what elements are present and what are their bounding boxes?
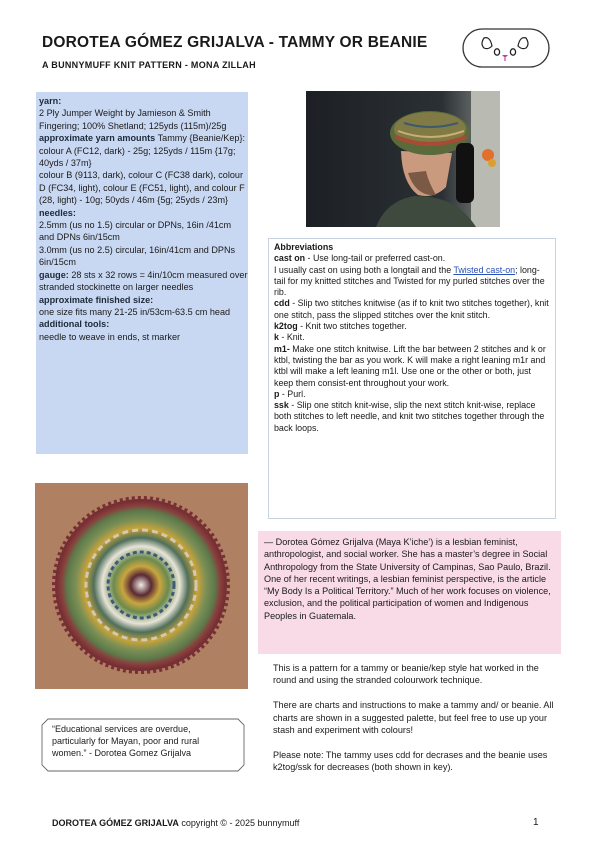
yarn-amounts-intro: Tammy {Beanie/Kep}: — [155, 133, 246, 144]
man-wearing-tammy-photo — [306, 91, 500, 227]
colour-a-text: colour A (FC12, dark) - 25g; 125yds / 115m {17g; 40yds / 37m} — [39, 145, 236, 169]
gauge-text: 28 sts x 32 rows = 4in/10cm measured over stranded stockinette on larger needles — [39, 269, 248, 293]
intro-paragraph-1: This is a pattern for a tammy or beanie/kep style hat worked in the round and using the stranded colourwork technique. — [273, 663, 539, 686]
gauge-heading: gauge: — [39, 269, 69, 280]
footer — [52, 818, 299, 828]
abbr-def-k: - Knit. — [278, 332, 305, 343]
tools-heading: additional tools: — [39, 319, 110, 330]
tammy-flat-lay-photo — [35, 483, 248, 689]
intro-paragraph-2: There are charts and instructions to make a tammy and/ or beanie. All charts are shown in a suggested palette, but feel free to use up your stash and experiment with colours! — [273, 700, 554, 736]
abbreviations-heading: Abbreviations — [274, 242, 334, 252]
needles-text-1: 2.5mm (us no 1.5) circular or DPNs, 16in /41cm and DPNs 6in/15cm — [39, 220, 232, 243]
cast-on-note-cont: ; long-tail for my knitted stitches and Twisted for my purled stitches over the rib. — [274, 264, 545, 298]
needles-heading: needles: — [39, 207, 76, 218]
abbreviations-panel — [268, 238, 556, 519]
footer-name: DOROTEA GÓMEZ GRIJALVA — [52, 818, 179, 828]
cast-on-note: I usually cast on using both a longtail and the — [274, 264, 454, 275]
colour-b-f-text: colour B (9113, dark), colour C (FC38 dark), colour D (FC34, light), colour E (FC51, light), and colour F (28, light) - 10g; 50yds / 46m {5g; 25yds / 23m} — [39, 170, 245, 206]
abbr-def-k2tog: - Knit two stitches together. — [297, 321, 407, 332]
bunny-face-logo-icon — [462, 28, 550, 68]
abbr-term-k2tog: k2tog — [274, 321, 298, 332]
abbr-def-cdd: - Slip two stitches knitwise (as if to knit two stitches together), knit one stitch, pass the slipped stitches over the knit stitch. — [274, 298, 549, 320]
quote-text: “Educational services are overdue, particularly for Mayan, poor and rural women.” - Dorotea Gomez Grijalva — [52, 724, 200, 758]
abbr-term-k: k — [274, 332, 279, 343]
abbr-term-p: p — [274, 388, 280, 399]
twisted-cast-on-link[interactable]: Twisted cast-on — [453, 264, 516, 275]
quote-box — [42, 717, 242, 775]
abbr-term-cdd: cdd — [274, 298, 290, 309]
abbr-def-cast-on: - Use long-tail or preferred cast-on. — [305, 253, 446, 264]
designer-bio: — Dorotea Gómez Grijalva (Maya K’iche’) is a lesbian feminist, anthropologist, and social worker. She has a master’s degree in Social Anthropology from the State University of Campinas, Sao Paulo, Brazil. One of her recent writings, a lesbian feminist perspective, is the article “My Body Is a Political Territory.” Much of her work focuses on violence, exclusion, and the political participation of women and Indigenous Peoples in Guatemala. — [258, 531, 561, 654]
abbr-def-p: - Purl. — [279, 388, 306, 399]
tools-text: needle to weave in ends, st marker — [39, 331, 181, 342]
yarn-text: 2 Ply Jumper Weight by Jamieson & Smith Fingering; 100% Shetland; 125yds (115m)/25g — [39, 108, 227, 131]
size-text: one size fits many 21-25 in/53cm-63.5 cm head — [39, 306, 231, 317]
footer-copyright: copyright © - 2025 bunnymuff — [178, 818, 300, 828]
page-subtitle: A BUNNYMUFF KNIT PATTERN - MONA ZILLAH — [42, 60, 256, 70]
abbr-def-m1: Make one stitch knitwise. Lift the bar between 2 stitches and k or ktbl, twisting the bar as you work. K will make a right leaning m1r and ktbl will make a left leaning m1l. Use one or the other or both, just keep them consist-ent throughout your work. — [274, 343, 546, 388]
abbr-term-cast-on: cast on — [274, 253, 306, 264]
size-heading: approximate finished size: — [39, 294, 154, 305]
yarn-requirements-panel — [36, 92, 248, 454]
needles-text-2: 3.0mm (us no 2.5) circular, 16in/41cm and DPNs 6in/15cm — [39, 244, 236, 268]
abbr-term-ssk: ssk — [274, 400, 289, 411]
page-title: DOROTEA GÓMEZ GRIJALVA - TAMMY OR BEANIE — [42, 34, 428, 51]
intro-paragraph-3: Please note: The tammy uses cdd for decrases and the beanie uses k2tog/ssk for decreases (both shown in key). — [273, 749, 548, 773]
page-number: 1 — [533, 817, 539, 828]
pattern-intro — [273, 662, 563, 786]
yarn-amounts-heading: approximate yarn amounts — [39, 133, 156, 144]
abbr-def-ssk: - Slip one stitch knit-wise, slip the next stitch knit-wise, replace both stitches to left needle, and knit two stitches together through the back loops. — [274, 400, 545, 433]
yarn-heading: yarn: — [39, 96, 62, 106]
abbr-term-m1: m1- — [274, 343, 290, 354]
